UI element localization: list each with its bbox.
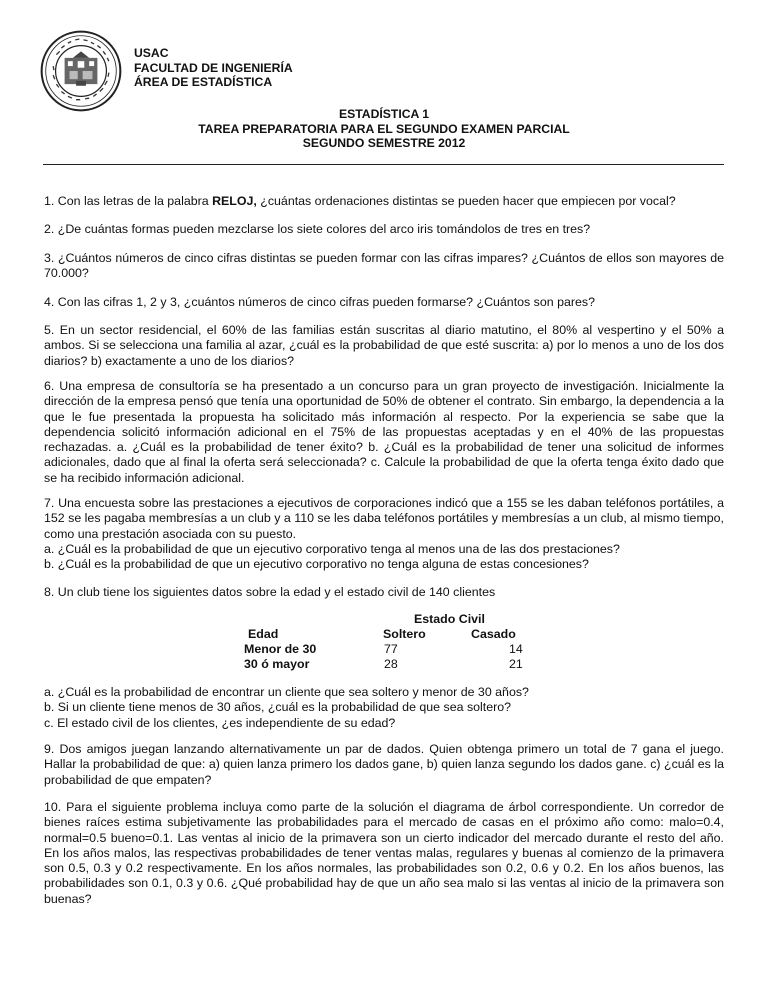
question-7-text: 7. Una encuesta sobre las prestaciones a ejecutivos de corporaciones indicó que a 155 se les daban teléfonos portátiles, a 152 se les pagaba membresías a un club y a 110 se les daba teléfonos portátiles y membresías a un club, al mismo tiempo, como una prestación asociada con su puesto. bbox=[44, 496, 724, 541]
question-10-text: 10. Para el siguiente problema incluya como parte de la solución el diagrama de árbol correspondiente. Un corredor de bienes raíces estima subjetivamente las probabilidades para el mercado de casas en el próximo año como: malo=0.4, normal=0.5 bueno=0.1. Las ventas al inicio de la primavera son un cierto indicador del mercado durante el resto del año. En los años malos, las respectivas probabilidades de tener ventas malas, regulares y buenas al comienzo de la primavera son 0.5, 0.3 y 0.2 respectivamente. En los años normales, las probabilidades son 0.2, 0.6 y 0.2. En los años buenos, las probabilidades son 0.1, 0.3 y 0.6. ¿Qué probabilidad hay de que un año sea malo si las ventas al inicio de la primavera son buenas? bbox=[44, 800, 724, 906]
table-cell: 14 bbox=[509, 642, 523, 656]
question-8-text: 8. Un club tiene los siguientes datos sobre la edad y el estado civil de 140 clientes bbox=[44, 585, 496, 599]
question-6-text: 6. Una empresa de consultoría se ha presentado a un concurso para un gran proyecto de investigación. Inicialmente la dirección de la empresa pensó que tenía una oportunidad de 50% de obtener el contrato. Sin embargo, la dependencia a la que le fue presentada la propuesta ha solicitado más información al respecto. Por la experiencia se sabe que la dependencia solicitó información adicional en el 75% de las propuestas aceptadas y en el 40% de las propuestas rechazadas. a. ¿Cuál es la probabilidad de tener éxito? b. ¿Cuál es la probabilidad de tener una solicitud de informes adicionales, dado que al final la oferta será seleccionada? c. Calcule la probabilidad de que la oferta tenga éxito dado que se ha recibido información adicional. bbox=[44, 379, 724, 485]
header-divider bbox=[43, 164, 724, 165]
question-6 bbox=[44, 379, 724, 486]
question-5 bbox=[44, 323, 724, 369]
question-8-part-b: b. Si un cliente tiene menos de 30 años, ¿cuál es la probabilidad de que sea soltero? bbox=[44, 700, 512, 715]
question-1 bbox=[44, 194, 724, 209]
table-col-casado: Casado bbox=[471, 627, 516, 641]
table-cell: 21 bbox=[509, 657, 523, 671]
semester-title: SEGUNDO SEMESTRE 2012 bbox=[302, 136, 466, 150]
question-4-text: 4. Con las cifras 1, 2 y 3, ¿cuántos números de cinco cifras pueden formarse? ¿Cuántos son pares? bbox=[44, 295, 595, 309]
university-seal-icon bbox=[40, 30, 122, 112]
question-4 bbox=[44, 295, 724, 310]
question-1-suffix: ¿cuántas ordenaciones distintas se pueden hacer que empiecen por vocal? bbox=[256, 194, 676, 208]
question-9 bbox=[44, 742, 724, 788]
table-cell: 28 bbox=[384, 657, 398, 671]
question-3-text: 3. ¿Cuántos números de cinco cifras distintas se pueden formar con las cifras impares? ¿Cuántos de ellos son mayores de 70.000? bbox=[44, 251, 724, 281]
faculty-line: FACULTAD DE INGENIERÍA bbox=[134, 60, 293, 75]
table-row-header: Edad bbox=[248, 627, 279, 641]
course-title: ESTADÍSTICA 1 bbox=[338, 107, 430, 121]
question-2-text: 2. ¿De cuántas formas pueden mezclarse los siete colores del arco iris tomándolos de tres en tres? bbox=[44, 222, 591, 236]
question-8-part-c: c. El estado civil de los clientes, ¿es independiente de su edad? bbox=[44, 715, 396, 730]
question-3 bbox=[44, 251, 724, 282]
question-7-part-b: b. ¿Cuál es la probabilidad de que un ejecutivo corporativo no tenga alguna de estas concesiones? bbox=[44, 557, 589, 572]
question-1-prefix: 1. Con las letras de la palabra bbox=[44, 194, 213, 208]
table-col-soltero: Soltero bbox=[383, 627, 426, 641]
table-row-label: 30 ó mayor bbox=[244, 657, 310, 671]
table-row-label: Menor de 30 bbox=[244, 642, 317, 656]
document-titles bbox=[0, 107, 768, 151]
assignment-title: TAREA PREPARATORIA PARA EL SEGUNDO EXAMEN PARCIAL bbox=[198, 121, 570, 136]
question-1-keyword: RELOJ, bbox=[212, 194, 257, 208]
question-8-part-a: a. ¿Cuál es la probabilidad de encontrar un cliente que sea soltero y menor de 30 años? bbox=[44, 685, 529, 699]
question-9-text: 9. Dos amigos juegan lanzando alternativamente un par de dados. Quien obtenga primero un total de 7 gana el juego. Hallar la probabilidad de que: a) quien lanza primero los dados gane, b) quien lanza segundo los dados gane. c) ¿cuál es la probabilidad de que empaten? bbox=[44, 742, 724, 787]
question-8 bbox=[44, 585, 724, 600]
question-7-part-a: a. ¿Cuál es la probabilidad de que un ejecutivo corporativo tenga al menos una de las dos prestaciones? bbox=[44, 541, 620, 556]
area-line: ÁREA DE ESTADÍSTICA bbox=[134, 75, 273, 89]
question-8-parts bbox=[44, 685, 724, 731]
question-5-text: 5. En un sector residencial, el 60% de las familias están suscritas al diario matutino, el 80% al vespertino y el 50% a ambos. Si se selecciona una familia al azar, ¿cuál es la probabilidad de que esté suscrita: a) por lo menos a uno de los dos diarios? b) exactamente a uno de los diarios? bbox=[44, 323, 724, 368]
question-10 bbox=[44, 800, 724, 907]
table-group-header: Estado Civil bbox=[414, 612, 485, 626]
table-cell: 77 bbox=[384, 642, 398, 656]
question-2 bbox=[44, 222, 724, 237]
institution-block bbox=[134, 46, 293, 90]
institution-line: USAC bbox=[134, 46, 169, 60]
question-7 bbox=[44, 496, 724, 572]
